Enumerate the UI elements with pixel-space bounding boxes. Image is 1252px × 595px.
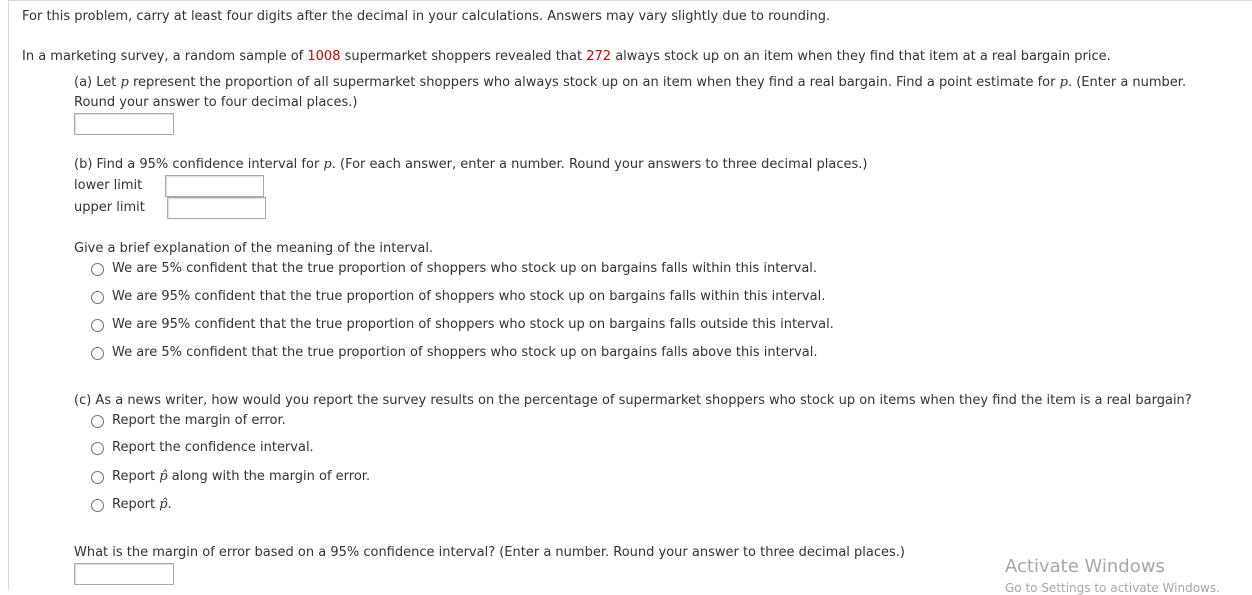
interval-option-4-label[interactable]: We are 5% confident that the true proportion of shoppers who stock up on bargains falls above this interval. <box>112 345 818 360</box>
activate-windows-subtitle: Go to Settings to activate Windows. <box>1005 581 1220 595</box>
part-b-text-1: (b) Find a 95% confidence interval for <box>74 157 324 172</box>
p-hat: p̂ <box>159 469 168 484</box>
problem-text-3: always stock up on an item when they find that item at a real bargain price. <box>611 49 1111 64</box>
report-option-4-text-1: Report <box>112 497 160 512</box>
part-a-text-1: (a) Let <box>74 75 121 90</box>
interval-option-3-label[interactable]: We are 95% confident that the true proportion of shoppers who stock up on bargains falls outside this interval. <box>112 317 834 332</box>
var-p: p <box>1059 75 1068 90</box>
part-a-prompt-line2: Round your answer to four decimal places.) <box>74 95 358 110</box>
upper-limit-label: upper limit <box>74 200 145 215</box>
upper-limit-input[interactable] <box>167 197 266 219</box>
var-p: p <box>120 75 129 90</box>
part-a-text-3: . (Enter a number. <box>1067 75 1187 90</box>
part-a-text-2: represent the proportion of all supermarket shoppers who always stock up on an item when they find a real bargain. Find a point estimate for <box>128 75 1060 90</box>
part-b-text-2: . (For each answer, enter a number. Round your answers to three decimal places.) <box>331 157 868 172</box>
report-option-4-radio[interactable] <box>91 499 104 512</box>
problem-text-1: In a marketing survey, a random sample of <box>22 49 308 64</box>
margin-of-error-prompt: What is the margin of error based on a 95% confidence interval? (Enter a number. Round your answer to three decimal places.) <box>74 545 905 560</box>
interval-explanation-prompt: Give a brief explanation of the meaning of the interval. <box>74 241 434 256</box>
report-option-2-radio[interactable] <box>91 442 104 455</box>
intro-note: For this problem, carry at least four digits after the decimal in your calculations. Answers may vary slightly due to rounding. <box>22 9 831 24</box>
interval-option-2-label[interactable]: We are 95% confident that the true proportion of shoppers who stock up on bargains falls within this interval. <box>112 289 826 304</box>
report-option-3-text-1: Report <box>112 469 160 484</box>
lower-limit-label: lower limit <box>74 178 143 193</box>
report-option-3-radio[interactable] <box>91 471 104 484</box>
lower-limit-input[interactable] <box>165 175 264 197</box>
interval-option-2-radio[interactable] <box>91 291 104 304</box>
report-option-4-text-2: . <box>167 497 172 512</box>
interval-option-3-radio[interactable] <box>91 319 104 332</box>
sample-size: 1008 <box>307 49 341 64</box>
interval-option-1-label[interactable]: We are 5% confident that the true proportion of shoppers who stock up on bargains falls within this interval. <box>112 261 818 276</box>
report-option-3-text-2: along with the margin of error. <box>167 469 371 484</box>
var-p: p <box>323 157 332 172</box>
report-option-4-label[interactable] <box>112 496 172 514</box>
part-c-prompt: (c) As a news writer, how would you report the survey results on the percentage of supermarket shoppers who stock up on items when they find the item is a real bargain? <box>74 393 1192 408</box>
interval-option-4-radio[interactable] <box>91 347 104 360</box>
margin-of-error-input[interactable] <box>74 563 174 585</box>
report-option-2-label[interactable]: Report the confidence interval. <box>112 440 314 455</box>
interval-option-1-radio[interactable] <box>91 263 104 276</box>
point-estimate-input[interactable] <box>74 113 174 135</box>
p-hat: p̂ <box>159 497 168 512</box>
success-count: 272 <box>586 49 612 64</box>
report-option-1-label[interactable]: Report the margin of error. <box>112 413 286 428</box>
part-a-prompt-line1 <box>74 74 1186 92</box>
activate-windows-title: Activate Windows <box>1005 556 1165 577</box>
problem-statement <box>22 48 1111 66</box>
report-option-1-radio[interactable] <box>91 415 104 428</box>
report-option-3-label[interactable] <box>112 468 370 486</box>
part-b-prompt <box>74 156 867 174</box>
problem-text-2: supermarket shoppers revealed that <box>340 49 587 64</box>
